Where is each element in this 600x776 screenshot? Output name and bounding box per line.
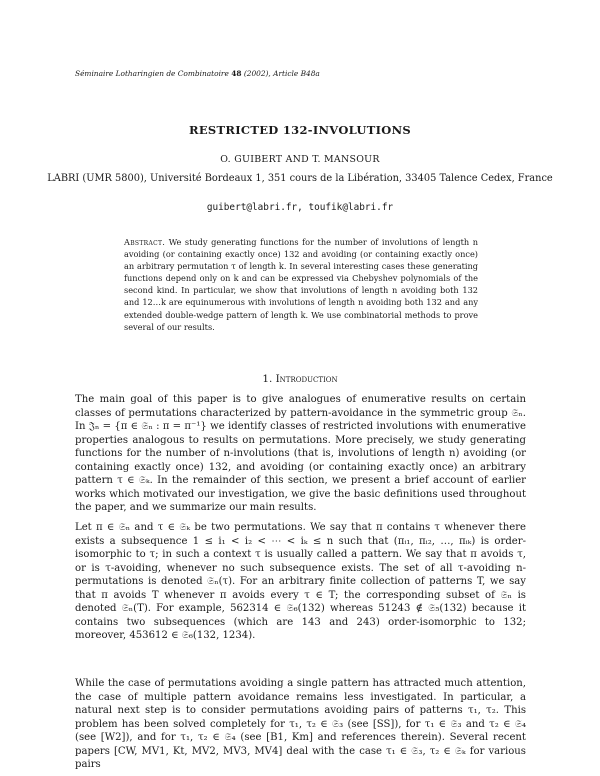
paper-emails: guibert@labri.fr, toufik@labri.fr bbox=[206, 202, 394, 213]
section-heading bbox=[0, 373, 600, 385]
abstract-block bbox=[124, 236, 478, 333]
paragraph-2 bbox=[75, 521, 526, 643]
paragraph-3 bbox=[75, 677, 526, 772]
journal-year-article: (2002), Article B48a bbox=[243, 69, 320, 78]
journal-volume: 48 bbox=[231, 69, 242, 78]
paragraph-text: The main goal of this paper is to give analogues of enumerative results on certain classes of permutations characterized by pattern-avoidance in the symmetric group 𝔖ₙ. In 𝔍ₙ = {π ∈ 𝔖ₙ : π = π⁻¹} we identify classes of restricted involutions with enumerative properties analogous to results on permutations. More precisely, we study generating functions for the number of n-involutions (that is, involutions of length n) avoiding (or containing exactly once) 132, and avoiding (or containing exactly once) an arbitrary pattern τ ∈ 𝔖ₖ. In the remainder of this section, we present a brief account of earlier works which motivated our investigation, we give the basic definitions used throughout the paper, and we summarize our main results. bbox=[75, 394, 526, 513]
paper-affiliation: LABRI (UMR 5800), Université Bordeaux 1, 351 cours de la Libération, 33405 Talence Cedex, France bbox=[47, 173, 553, 184]
paper-authors: O. GUIBERT AND T. MANSOUR bbox=[220, 154, 380, 165]
journal-name: Séminaire Lotharingien de Combinatoire bbox=[75, 69, 229, 78]
abstract-text: We study generating functions for the number of involutions of length n avoiding (or containing exactly once) 132 and avoiding (or containing exactly once) an arbitrary permutation τ of length k. In several interesting cases these generating functions depend only on k and can be expressed via Chebyshev polynomials of the second kind. In particular, we show that involutions of length n avoiding both 132 and 12…k are equinumerous with involutions of length n avoiding both 132 and any extended double-wedge pattern of length k. We use combinatorial methods to prove several of our results. bbox=[124, 237, 478, 332]
section-number: 1. bbox=[262, 373, 273, 385]
paper-title: RESTRICTED 132-INVOLUTIONS bbox=[188, 123, 412, 137]
journal-header bbox=[75, 69, 320, 78]
paragraph-text: While the case of permutations avoiding a single pattern has attracted much attention, the case of multiple pattern avoidance remains less investigated. In particular, a natural next step is to consider permutations avoiding pairs of patterns τ₁, τ₂. This problem has been solved completely for τ₁, τ₂ ∈ 𝔖₃ (see [SS]), for τ₁ ∈ 𝔖₃ and τ₂ ∈ 𝔖₄ (see [W2]), and for τ₁, τ₂ ∈ 𝔖₄ (see [B1, Km] and references therein). Several recent papers [CW, MV1, Kt, MV2, MV3, MV4] deal with the case τ₁ ∈ 𝔖₃, τ₂ ∈ 𝔖ₖ for various pairs bbox=[75, 678, 526, 770]
paragraph-text: Let π ∈ 𝔖ₙ and τ ∈ 𝔖ₖ be two permutations. We say that π contains τ whenever there exists a subsequence 1 ≤ i₁ < i₂ < ⋯ < iₖ ≤ n such that (πᵢ₁, πᵢ₂, …, πᵢₖ) is order-isomorphic to τ; in such a context τ is usually called a pattern. We say that π avoids τ, or is τ-avoiding, whenever no such subsequence exists. The set of all τ-avoiding n-permutations is denoted 𝔖ₙ(τ). For an arbitrary finite collection of patterns T, we say that π avoids T whenever π avoids every τ ∈ T; the corresponding subset of 𝔖ₙ is denoted 𝔖ₙ(T). For example, 562314 ∈ 𝔖₆(132) whereas 51243 ∉ 𝔖₅(132) because it contains two subsequences (which are 143 and 243) order-isomorphic to 132; moreover, 453612 ∈ 𝔖₆(132, 1234). bbox=[75, 522, 526, 641]
section-title: Introduction bbox=[275, 373, 338, 385]
abstract-label: Abstract. bbox=[124, 237, 166, 247]
paragraph-1 bbox=[75, 393, 526, 515]
